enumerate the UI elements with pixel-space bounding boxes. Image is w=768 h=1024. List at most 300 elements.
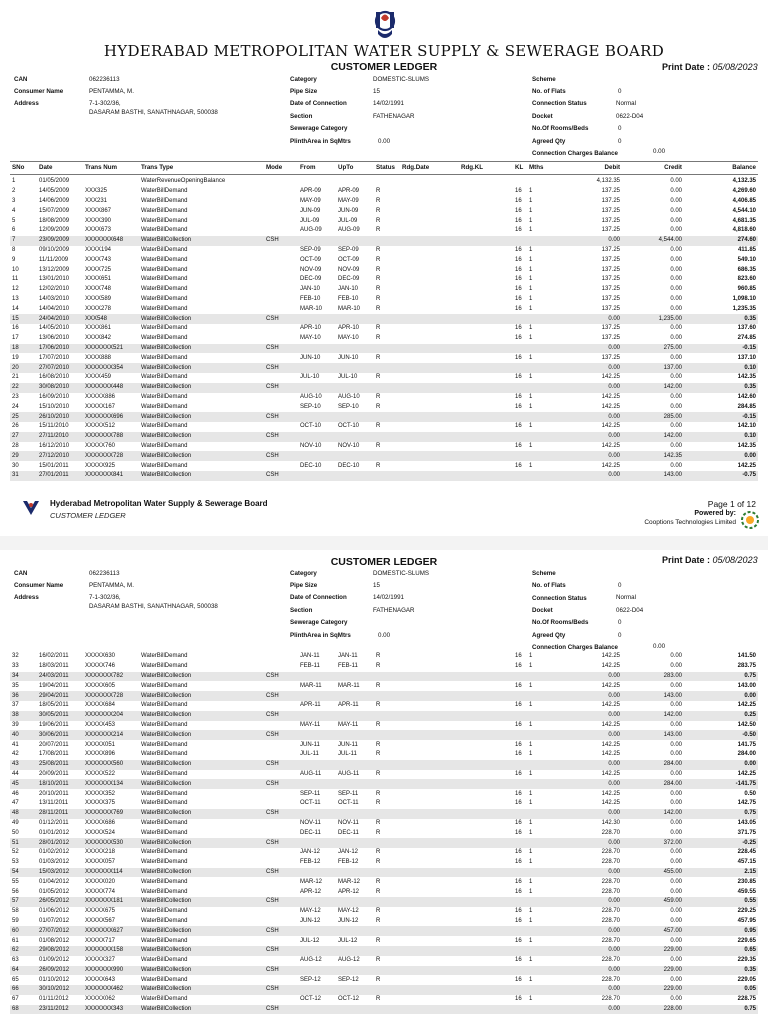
pipe-size-label: Pipe Size [290,582,318,589]
cell-kl: 16 [515,996,522,1003]
print-date-label: Print Date : [662,555,711,565]
cell-mode: CSH [266,472,279,479]
cell-from: SEP-10 [300,403,321,410]
cell-upto: JUL-11 [338,751,357,758]
cell-credit: 228.00 [663,1006,682,1013]
cell-debit: 0.00 [608,947,620,954]
cell-upto: MAY-10 [338,335,359,342]
cell-from: DEC-10 [300,462,322,469]
cell-debit: 228.70 [601,908,620,915]
cell-from: SEP-12 [300,976,321,983]
cell-debit: 228.70 [601,849,620,856]
col-date: Date [39,164,53,171]
cell-credit: 142.35 [663,452,682,459]
cell-kl: 16 [515,819,522,826]
conn-charges-label: Connection Charges Balance [532,644,618,651]
cell-kl: 16 [515,800,522,807]
cell-sno: 61 [12,937,19,944]
cell-upto: SEP-10 [338,403,359,410]
cell-trans-num: XXXXX352 [85,790,116,797]
cell-sno: 38 [12,712,19,719]
cell-from: APR-10 [300,325,322,332]
cell-mths: 1 [529,829,533,836]
cell-debit: 142.30 [601,819,620,826]
cell-trans-type: WaterBillCollection [141,947,192,954]
cell-debit: 137.25 [601,246,620,253]
cell-mode: CSH [266,712,279,719]
cell-date: 26/05/2012 [39,898,70,905]
cell-trans-type: WaterBillCollection [141,986,192,993]
cell-mths: 1 [529,197,533,204]
cell-kl: 16 [515,462,522,469]
cell-sno: 30 [12,462,19,469]
cell-date: 01/11/2012 [39,996,69,1003]
cell-from: MAY-12 [300,908,321,915]
cell-sno: 13 [12,295,19,302]
table-row [10,750,758,760]
cell-balance: 686.35 [737,266,756,273]
agreed-qty-value: 0 [618,632,622,639]
col-balance: Balance [732,164,756,171]
agreed-qty-label: Agreed Qty [532,138,566,145]
cell-mode: CSH [266,384,279,391]
cell-upto: MAR-12 [338,878,361,885]
cell-sno: 15 [12,315,19,322]
cell-trans-type: WaterBillDemand [141,917,188,924]
table-header [10,162,758,174]
cell-credit: 284.00 [663,761,682,768]
cell-trans-num: XXXXXXX560 [85,761,124,768]
cell-from: JAN-12 [300,849,321,856]
cell-debit: 137.25 [601,207,620,214]
cell-from: OCT-09 [300,256,322,263]
cell-trans-num: XXXXXXX530 [85,839,124,846]
cell-credit: 0.00 [670,423,682,430]
cell-upto: MAY-11 [338,721,359,728]
cell-trans-type: WaterBillDemand [141,354,188,361]
cell-mths: 1 [529,663,533,670]
cell-balance: 0.75 [744,672,756,679]
cell-credit: 0.00 [670,937,682,944]
cell-trans-num: XXXXX567 [85,917,116,924]
cell-kl: 16 [515,917,522,924]
cell-trans-type: WaterBillCollection [141,927,192,934]
cell-upto: APR-11 [338,702,359,709]
cell-status: R [376,462,381,469]
cell-credit: 4,544.00 [658,237,682,244]
cell-status: R [376,996,381,1003]
table-row [10,383,758,393]
cell-kl: 16 [515,957,522,964]
cell-balance: 283.75 [737,663,756,670]
table-row [10,730,758,740]
cell-upto: FEB-10 [338,295,359,302]
cell-trans-type: WaterBillDemand [141,819,188,826]
consumer-name-value: PENTAMMA, M. [89,582,134,589]
date-of-connection-value: 14/02/1991 [373,594,404,601]
cell-balance: 457.95 [737,917,756,924]
cell-trans-num: XXXX673 [85,227,112,234]
cell-debit: 137.25 [601,266,620,273]
cell-date: 14/03/2010 [39,295,70,302]
cell-date: 30/05/2011 [39,712,69,719]
cell-balance: 143.05 [737,819,756,826]
cell-credit: 143.00 [663,731,682,738]
table-row [10,877,758,887]
cell-debit: 0.00 [608,731,620,738]
section-label: Section [290,607,313,614]
cell-date: 01/05/2009 [39,178,70,185]
cell-kl: 16 [515,859,522,866]
cell-trans-num: XXXXX605 [85,682,116,689]
cell-debit: 0.00 [608,692,620,699]
cell-balance: 284.85 [737,403,756,410]
cell-credit: 142.00 [663,384,682,391]
address-label: Address [14,594,39,601]
cell-trans-num: XXXX589 [85,295,112,302]
table-row [10,177,758,187]
connection-status-value: Normal [616,100,636,107]
cell-trans-type: WaterBillDemand [141,976,188,983]
cell-trans-num: XXXXX057 [85,859,116,866]
cell-balance: 274.60 [737,237,756,244]
cell-balance: 230.85 [737,878,756,885]
cell-trans-num: XXXXX218 [85,849,116,856]
cell-balance: 228.45 [737,849,756,856]
cell-kl: 16 [515,374,522,381]
table-row [10,442,758,452]
cell-mths: 1 [529,256,533,263]
cell-upto: NOV-09 [338,266,360,273]
cell-mths: 1 [529,335,533,342]
cell-from: SEP-11 [300,790,321,797]
cell-mths: 1 [529,305,533,312]
cell-debit: 0.00 [608,344,620,351]
cell-trans-type: WaterBillDemand [141,207,188,214]
cell-debit: 142.25 [601,423,620,430]
cell-status: R [376,286,381,293]
cell-credit: 0.00 [670,819,682,826]
cell-trans-type: WaterBillDemand [141,800,188,807]
cell-balance: 0.10 [744,364,756,371]
cell-trans-type: WaterBillDemand [141,996,188,1003]
cell-from: NOV-10 [300,442,322,449]
cell-trans-type: WaterBillDemand [141,393,188,400]
cell-date: 30/08/2010 [39,384,70,391]
table-row [10,353,758,363]
cell-sno: 42 [12,751,19,758]
cell-balance: 0.00 [744,692,756,699]
cell-credit: 0.00 [670,741,682,748]
cell-mths: 1 [529,246,533,253]
cell-debit: 142.25 [601,800,620,807]
can-label: CAN [14,76,28,83]
cell-balance: 0.35 [744,384,756,391]
cell-status: R [376,770,381,777]
cell-kl: 16 [515,266,522,273]
cell-balance: 284.00 [737,751,756,758]
cell-debit: 142.25 [601,770,620,777]
cell-trans-type: WaterBillCollection [141,1006,192,1013]
cell-date: 18/05/2011 [39,702,69,709]
cell-sno: 54 [12,868,19,875]
cell-trans-type: WaterBillCollection [141,472,192,479]
cell-date: 12/02/2010 [39,286,70,293]
cell-upto: JUL-09 [338,217,358,224]
cell-date: 28/01/2012 [39,839,70,846]
cell-credit: 229.00 [663,947,682,954]
address-line2: DASARAM BASTHI, SANATHNAGAR, 500038 [89,109,218,116]
cell-from: AUG-09 [300,227,322,234]
cell-upto: SEP-11 [338,790,359,797]
table-row [10,324,758,334]
cell-sno: 56 [12,888,19,895]
cell-trans-type: WaterBillDemand [141,305,188,312]
cell-trans-num: XXXXXXX204 [85,712,124,719]
table-row [10,926,758,936]
cell-sno: 9 [12,256,16,263]
cell-date: 14/05/2009 [39,188,70,195]
table-row [10,412,758,422]
conn-charges-label: Connection Charges Balance [532,150,618,157]
col-sno: SNo [12,164,25,171]
col-rdg-date: Rdg.Date [402,164,430,171]
table-row [10,461,758,471]
ledger-title: CUSTOMER LEDGER [330,61,438,73]
table-row [10,995,758,1005]
print-date-label: Print Date : [662,62,711,72]
cell-kl: 16 [515,295,522,302]
cell-from: JUN-10 [300,354,321,361]
cell-date: 01/02/2012 [39,849,70,856]
table-row [10,936,758,946]
cell-date: 15/01/2011 [39,462,69,469]
address-line1: 7-1-302/36, [89,100,121,107]
col-upto: UpTo [338,164,354,171]
cell-from: JUN-09 [300,207,321,214]
cell-credit: 275.00 [663,344,682,351]
cell-credit: 0.00 [670,996,682,1003]
cell-balance: 142.25 [737,462,756,469]
agreed-qty-value: 0 [618,138,622,145]
col-kl: KL [515,164,524,171]
docket-label: Docket [532,113,553,120]
cell-credit: 284.00 [663,780,682,787]
cell-sno: 65 [12,976,19,983]
table-row [10,402,758,412]
cell-upto: AUG-11 [338,770,360,777]
cell-from: APR-12 [300,888,322,895]
table-row [10,187,758,197]
cell-trans-num: XXXXXXX114 [85,868,123,875]
cell-balance: 137.10 [737,354,756,361]
cell-date: 19/06/2011 [39,721,69,728]
cell-status: R [376,800,381,807]
cell-upto: DEC-11 [338,829,359,836]
table-row [10,236,758,246]
cell-from: FEB-12 [300,859,321,866]
cell-from: JAN-10 [300,286,321,293]
cell-sno: 18 [12,344,19,351]
cell-status: R [376,246,381,253]
cell-status: R [376,266,381,273]
pipe-size-value: 15 [373,582,380,589]
cell-upto: JUN-10 [338,354,359,361]
cell-balance: 142.35 [737,442,756,449]
cell-credit: 143.00 [663,472,682,479]
cell-trans-num: XXXXX512 [85,423,116,430]
cell-status: R [376,325,381,332]
cell-credit: 0.00 [670,888,682,895]
cell-date: 15/03/2012 [39,868,70,875]
cell-credit: 0.00 [670,227,682,234]
cell-debit: 228.70 [601,878,620,885]
table-row [10,1005,758,1015]
cell-mths: 1 [529,957,533,964]
cell-credit: 0.00 [670,266,682,273]
cell-balance: 274.85 [737,335,756,342]
cell-status: R [376,682,381,689]
cell-debit: 0.00 [608,839,620,846]
cell-credit: 0.00 [670,849,682,856]
date-of-connection-label: Date of Connection [290,100,347,107]
cell-trans-type: WaterBillDemand [141,246,188,253]
cell-upto: JUN-09 [338,207,359,214]
cell-sno: 23 [12,393,19,400]
table-row [10,691,758,701]
cell-debit: 137.25 [601,286,620,293]
cell-sno: 48 [12,810,19,817]
cell-status: R [376,393,381,400]
cell-kl: 16 [515,878,522,885]
cell-sno: 60 [12,927,19,934]
cell-sno: 36 [12,692,19,699]
cell-trans-type: WaterBillDemand [141,188,188,195]
cell-sno: 1 [12,178,16,185]
cell-mode: CSH [266,810,279,817]
cell-sno: 35 [12,682,19,689]
cell-upto: AUG-09 [338,227,360,234]
cell-balance: 371.75 [737,829,756,836]
cell-credit: 285.00 [663,413,682,420]
cell-credit: 0.00 [670,354,682,361]
cell-mths: 1 [529,286,533,293]
cell-upto: SEP-09 [338,246,359,253]
cell-balance: 1,098.10 [732,295,756,302]
cell-date: 01/01/2012 [39,829,70,836]
cell-trans-type: WaterBillCollection [141,898,192,905]
cell-credit: 0.00 [670,878,682,885]
customer-info [0,74,768,158]
cell-upto: OCT-12 [338,996,360,1003]
cell-balance: 0.65 [744,947,756,954]
cell-upto: OCT-10 [338,423,360,430]
cell-debit: 142.25 [601,721,620,728]
cell-trans-type: WaterBillDemand [141,908,188,915]
cell-mths: 1 [529,325,533,332]
col-from: From [300,164,316,171]
cell-kl: 16 [515,286,522,293]
cell-sno: 62 [12,947,19,954]
cell-sno: 41 [12,741,19,748]
cell-kl: 16 [515,751,522,758]
cell-upto: MAY-12 [338,908,359,915]
cell-credit: 0.00 [670,829,682,836]
cell-upto: JAN-12 [338,849,359,856]
cell-debit: 4,132.35 [596,178,620,185]
cell-kl: 16 [515,393,522,400]
cell-trans-num: XXXX278 [85,305,112,312]
table-row [10,422,758,432]
table-row [10,246,758,256]
cell-mode: CSH [266,364,279,371]
cell-balance: 0.35 [744,966,756,973]
cell-trans-type: WaterBillCollection [141,452,192,459]
cell-upto: MAR-10 [338,305,361,312]
cell-trans-num: XXXXXXX990 [85,966,124,973]
cell-from: DEC-09 [300,276,322,283]
cell-trans-num: XXXX748 [85,286,112,293]
cell-trans-num: XXXXXXX782 [85,672,124,679]
page-separator [0,536,768,550]
page-number: Page 1 of 12 [707,499,756,509]
table-row [10,975,758,985]
cell-date: 13/01/2010 [39,276,70,283]
cell-trans-num: XXXXXXX521 [85,344,124,351]
cell-debit: 142.25 [601,393,620,400]
cell-sno: 43 [12,761,19,768]
cell-mths: 1 [529,188,533,195]
cell-sno: 14 [12,305,19,312]
cell-debit: 137.25 [601,335,620,342]
cell-trans-num: XXXX888 [85,354,112,361]
cell-status: R [376,917,381,924]
cell-mode: CSH [266,315,279,322]
cell-sno: 28 [12,442,19,449]
cell-trans-type: WaterBillCollection [141,413,192,420]
cell-credit: 0.00 [670,462,682,469]
cell-kl: 16 [515,849,522,856]
cell-mode: CSH [266,986,279,993]
cell-mode: CSH [266,966,279,973]
cell-from: AUG-12 [300,957,322,964]
cell-balance: 142.35 [737,374,756,381]
table-row [10,848,758,858]
cell-debit: 0.00 [608,315,620,322]
cell-debit: 0.00 [608,452,620,459]
cell-balance: 142.75 [737,800,756,807]
cell-kl: 16 [515,829,522,836]
cell-trans-type: WaterBillDemand [141,256,188,263]
pipe-size-value: 15 [373,88,380,95]
rooms-beds-label: No.Of Rooms/Beds [532,125,589,132]
cell-trans-type: WaterBillDemand [141,197,188,204]
table-row [10,985,758,995]
cell-sno: 67 [12,996,19,1003]
conn-charges-value: 0.00 [653,148,666,155]
cell-from: JUL-09 [300,217,320,224]
section-value: FATHENAGAR [373,607,415,614]
cell-trans-type: WaterBillCollection [141,810,192,817]
cell-trans-type: WaterBillDemand [141,663,188,670]
cell-upto: OCT-09 [338,256,360,263]
scheme-label: Scheme [532,76,556,83]
cell-sno: 29 [12,452,19,459]
cell-mths: 1 [529,976,533,983]
cell-sno: 7 [12,237,16,244]
cell-mths: 1 [529,462,533,469]
cell-date: 25/08/2011 [39,761,69,768]
